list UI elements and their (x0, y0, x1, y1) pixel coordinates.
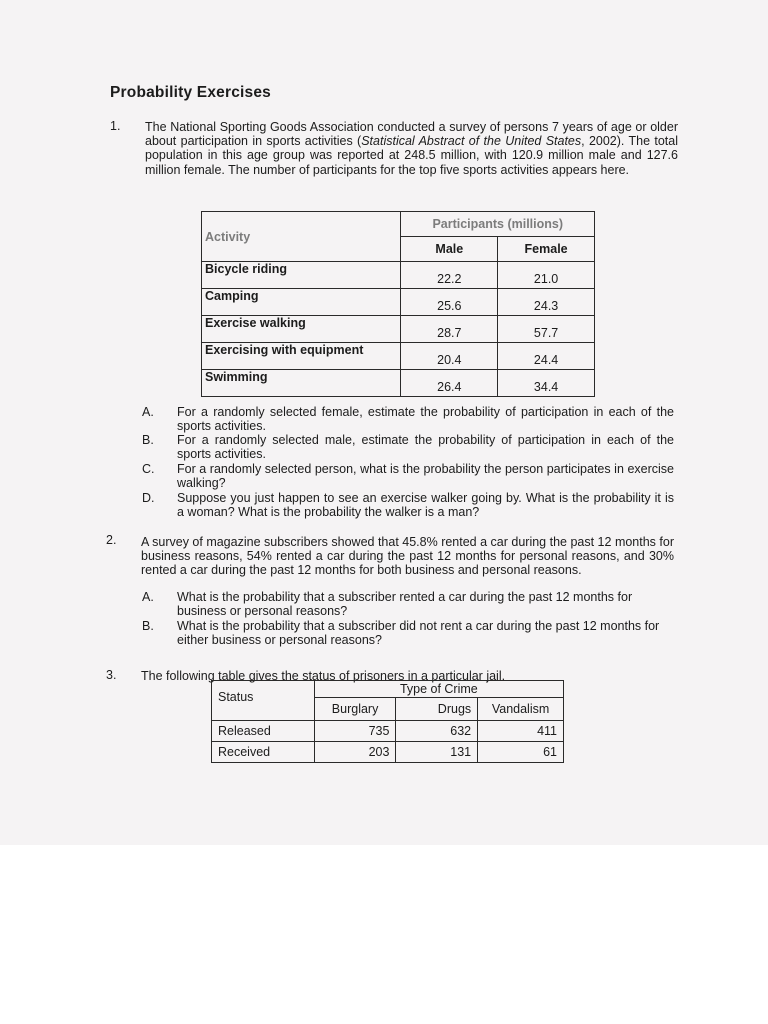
column-group-participants: Participants (millions) (401, 212, 595, 237)
burglary-cell: 735 (314, 721, 396, 742)
sub-letter: B. (142, 433, 154, 447)
burglary-cell: 203 (314, 742, 396, 763)
column-header-male: Male (401, 237, 498, 262)
table-row (212, 742, 564, 763)
male-value-cell: 25.6 (401, 289, 498, 316)
question-2-number: 2. (106, 533, 117, 547)
female-value-cell: 21.0 (498, 262, 595, 289)
table-row (202, 343, 595, 370)
status-cell: Received (212, 742, 315, 763)
sub-letter: A. (142, 590, 154, 604)
question-1-sub-a (142, 406, 674, 434)
column-header-status: Status (212, 681, 315, 721)
drugs-cell: 131 (396, 742, 478, 763)
sports-participation-table (201, 211, 595, 397)
activity-cell: Swimming (202, 370, 401, 397)
question-1-sub-b (142, 434, 674, 462)
vandalism-cell: 411 (478, 721, 564, 742)
sub-text: Suppose you just happen to see an exercise walker going by. What is the probability it is a woman? What is the probability the walker is a man? (177, 491, 674, 519)
column-header-vandalism: Vandalism (478, 698, 564, 721)
prisoner-status-table (211, 680, 564, 763)
column-group-type-of-crime: Type of Crime (314, 681, 563, 698)
male-value-cell: 26.4 (401, 370, 498, 397)
question-1-sub-d (142, 492, 674, 520)
drugs-cell: 632 (396, 721, 478, 742)
table-header-row (212, 681, 564, 698)
question-2-sub-a (142, 591, 674, 619)
column-header-female: Female (498, 237, 595, 262)
sub-text: For a randomly selected person, what is the probability the person participates in exercise walking? (177, 462, 674, 490)
activity-cell: Exercising with equipment (202, 343, 401, 370)
sub-text: For a randomly selected female, estimate the probability of participation in each of the sports activities. (177, 405, 674, 433)
sub-text: What is the probability that a subscriber rented a car during the past 12 months for business or personal reasons? (177, 590, 633, 618)
question-1-text-part-b: , 2002). The total population in this age group was reported at 248.5 million, with 120.9 million male and 127.6 million female. The number of participants for the top five sports activities appears here. (145, 134, 678, 177)
question-3-text: The following table gives the status of prisoners in a particular jail. (141, 669, 506, 683)
page-title: Probability Exercises (110, 84, 272, 101)
female-value-cell: 34.4 (498, 370, 595, 397)
status-cell: Released (212, 721, 315, 742)
table-header-row (202, 212, 595, 237)
sub-letter: D. (142, 491, 155, 505)
question-2-text: A survey of magazine subscribers showed that 45.8% rented a car during the past 12 months for business reasons, 54% rented a car during the past 12 months for personal reasons, and 30% rented a car during the past 12 months for both business and personal reasons. (141, 535, 674, 578)
question-1-citation: Statistical Abstract of the United States (361, 134, 582, 149)
table-row (202, 316, 595, 343)
question-1-number: 1. (110, 119, 121, 133)
sub-text: For a randomly selected male, estimate the probability of participation in each of the sports activities. (177, 433, 674, 461)
male-value-cell: 22.2 (401, 262, 498, 289)
female-value-cell: 24.4 (498, 343, 595, 370)
question-1-text (145, 120, 678, 177)
activity-cell: Bicycle riding (202, 262, 401, 289)
female-value-cell: 24.3 (498, 289, 595, 316)
table-row (202, 370, 595, 397)
question-3-number: 3. (106, 668, 117, 682)
sub-letter: B. (142, 619, 154, 633)
activity-cell: Camping (202, 289, 401, 316)
female-value-cell: 57.7 (498, 316, 595, 343)
table-row (202, 289, 595, 316)
table-row (202, 262, 595, 289)
sub-text: What is the probability that a subscriber did not rent a car during the past 12 months for either business or personal reasons? (177, 619, 660, 647)
column-header-activity: Activity (202, 212, 401, 262)
male-value-cell: 28.7 (401, 316, 498, 343)
question-2-sub-b (142, 620, 674, 648)
sub-letter: C. (142, 462, 155, 476)
activity-cell: Exercise walking (202, 316, 401, 343)
question-1-sub-c (142, 463, 674, 491)
sub-letter: A. (142, 405, 154, 419)
column-header-burglary: Burglary (314, 698, 396, 721)
column-header-drugs: Drugs (396, 698, 478, 721)
male-value-cell: 20.4 (401, 343, 498, 370)
vandalism-cell: 61 (478, 742, 564, 763)
question-1-text-part-a: The National Sporting Goods Association conducted a survey of persons 7 years of age or older about participation in sports activities ( (145, 120, 678, 149)
table-row (212, 721, 564, 742)
